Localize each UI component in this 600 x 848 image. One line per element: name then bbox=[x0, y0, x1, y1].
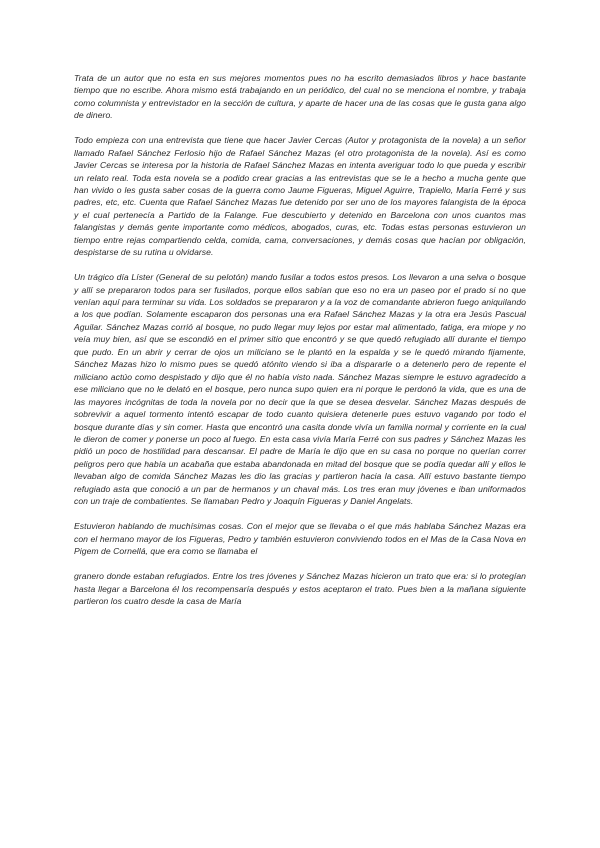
paragraph-execution: Un trágico día Líster (General de su pelotón) mando fusilar a todos estos presos. Los llevaron a una selva o bosque y allí se prepararon todos para ser fusilados, porque ellos sabían que eso no era un paseo por el prado si no que venían aquí para terminar su vida. Los soldados se prepararon y a la voz de comandante abrieron fuego aniquilando a los que podían. Solamente escaparon dos personas una era Rafael Sánchez Mazas y la otra era Jesús Pascual Aguilar. Sánchez Mazas corrió al bosque, no pudo llegar muy lejos por estar mal alimentado, fatiga, era miope y no veía muy bien, así que se escondió en el primer sitio que encontró y se que quedó refugiado allí durante el tiempo que pudo. En un abrir y cerrar de ojos un miliciano se le plantó en la espalda y se le quedó mirando fijamente, Sánchez Mazas hizo lo mismo pues se quedó atónito viendo si iba a dispararle o a detenerlo pero de repente el miliciano actúo como despistado y dijo que él no había visto nada. Sánchez Mazas siempre le estuvo agradecido a ese miliciano que no le delató en el bosque, pero nunca supo quien era ni porque le perdonó la vida, que es una de las mayores incógnitas de toda la novela por no decir que la que se desea desvelar. Sánchez Mazas después de sobrevivir a aquel tormento intentó escapar de todo cuanto quisiera detenerle pues estuvo vagando por todo el bosque durante días y sin comer. Hasta que encontró una casita donde vivía un familia normal y corriente en la cual le dieron de comer y ponerse un poco al fuego. En esta casa vivía María Ferré con sus padres y Sánchez Mazas les pidió un poco de hostilidad para descansar. El padre de María le dijo que en su casa no porque no querían correr peligros pero que había un acabaña que estaba abandonada en mitad del bosque que se podía quedar allí y ellos le llevaban algo de comida Sánchez Mazas les dio las gracias y partieron hacia la casa. Allí estuvo bastante tiempo refugiado asta que conoció a un par de hermanos y un chaval más. Los tres eran muy jóvenes e iban uniformados con un traje de combatientes. Se llamaban Pedro y Joaquín Figueras y Daniel Angelats. bbox=[74, 272, 526, 507]
paragraph-conversations: Estuvieron hablando de muchísimas cosas. Con el mejor que se llevaba o el que más hablaba Sánchez Mazas era con el hermano mayor de los Figueras, Pedro y también estuvieron conviviendo todos en el Mas de la Casa Nova en Pigem de Cornellá, que era como se llamaba el bbox=[74, 521, 526, 557]
paragraph-author-intro: Trata de un autor que no esta en sus mejores momentos pues no ha escrito demasiados libros y hace bastante tiempo que no escribe. Ahora mismo está trabajando en un periódico, del cual no se menciona el nombre, y trabaja como columnista y entrevistador en la sección de cultura, y aparte de hacer una de las cosas que le gusta gana algo de dinero. bbox=[74, 73, 526, 121]
paragraph-interview: Todo empieza con una entrevista que tiene que hacer Javier Cercas (Autor y protagonista de la novela) a un señor llamado Rafael Sánchez Ferlosio hijo de Rafael Sánchez Mazas (el otro protagonista de la novela). Así es como Javier Cercas se interesa por la historia de Rafael Sánchez Mazas en intenta averiguar todo lo que pueda y escribir un relato real. Toda esta novela se a podido crear gracias a las entrevistas que se le a hecho a mucha gente que han vivido o les gusta saber cosas de la guerra como Jaume Figueras, Miguel Aguirre, Trapiello, María Ferré y sus padres, etc, etc. Cuenta que Rafael Sánchez Mazas fue detenido por ser uno de los mayores falangista de la época y el cual pertenecía a Partido de la Falange. Fue descubierto y detenido en Barcelona con unos cuantos mas falangistas y demás gente importante como médicos, abogados, curas, etc. Todas estas personas estuvieron un tiempo entre rejas compartiendo celda, comida, cama, conversaciones, y demás cosas que hacían por obligación, despistarse de su rutina u olvidarse. bbox=[74, 135, 526, 258]
paragraph-deal: granero donde estaban refugiados. Entre los tres jóvenes y Sánchez Mazas hicieron un trato que era: si lo protegían hasta llegar a Barcelona él los recompensaría después y estos aceptaron el trato. Pues bien a la mañana siguiente partieron los cuatro desde la casa de María bbox=[74, 571, 526, 607]
document-page bbox=[74, 72, 526, 620]
